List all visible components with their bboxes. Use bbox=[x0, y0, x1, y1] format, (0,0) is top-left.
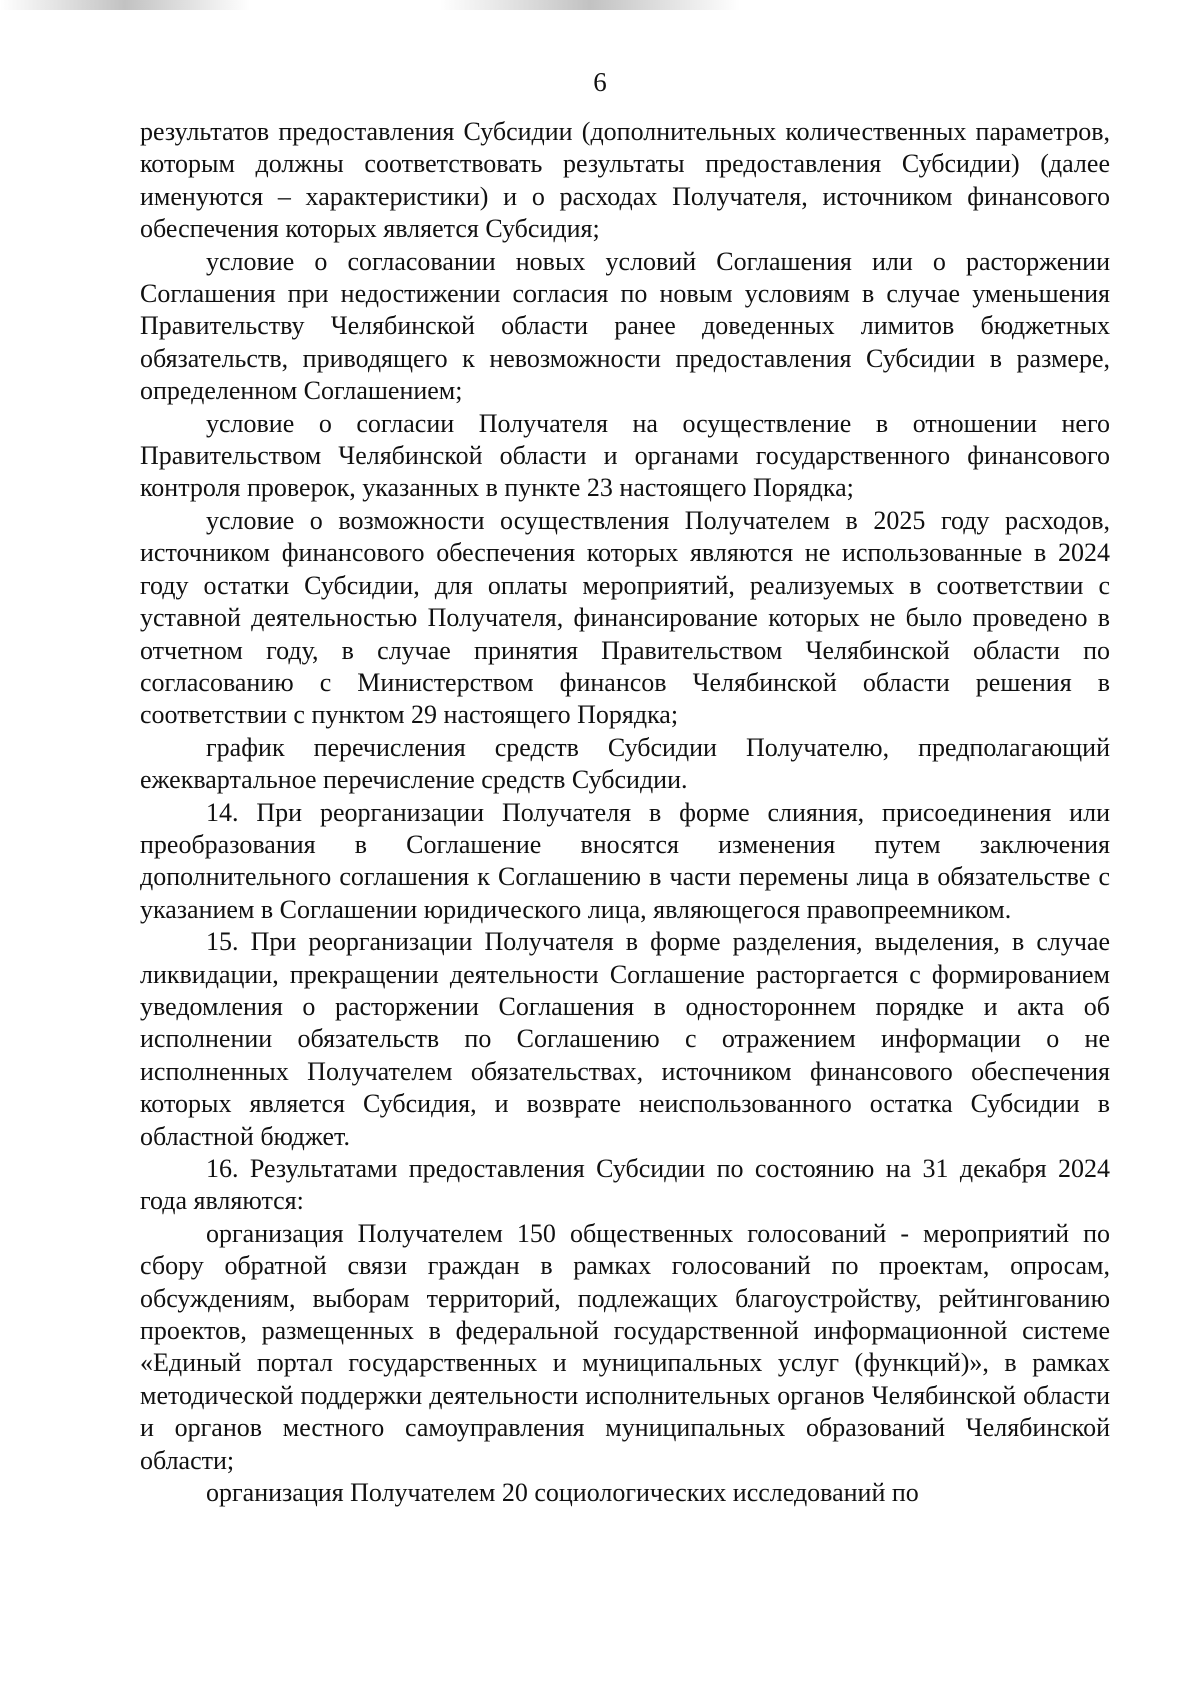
page-number: 6 bbox=[593, 67, 607, 97]
paragraph-clause-15: 15. При реорганизации Получателя в форме разделения, выделения, в случае ликвидации, прекращении деятельности Соглашение расторгается с формированием уведомления о расторжении Соглашения в одностороннем порядке и акта об исполнении обязательств по Соглашению с отражением информации о не исполненных Получателем обязательствах, источником финансового обеспечения которых является Субсидия, и возврате неиспользованного остатка Субсидии в областной бюджет. bbox=[140, 927, 1110, 1151]
paragraph-condition-new-terms: условие о согласовании новых условий Соглашения или о расторжении Соглашения при недостижении согласия по новым условиям в случае уменьшения Правительству Челябинской области ранее доведенных лимитов бюджетных обязательств, приводящего к невозможности предоставления Субсидии в размере, определенном Соглашением; bbox=[140, 246, 1110, 406]
paragraph-sociological-research: организация Получателем 20 социологических исследований по bbox=[206, 1478, 919, 1508]
paragraph-condition-2025-expenses: условие о возможности осуществления Получателем в 2025 году расходов, источником финансового обеспечения которых являются не использованные в 2024 году остатки Субсидии, для оплаты мероприятий, реализуемых в соответствии с уставной деятельностью Получателя, финансирование которых не было проведено в отчетном году, в случае принятия Правительством Челябинской области по согласованию с Министерством финансов Челябинской области решения в соответствии с пунктом 29 настоящего Порядка; bbox=[140, 505, 1110, 730]
scan-edge-right bbox=[440, 0, 740, 10]
paragraph-clause-14: 14. При реорганизации Получателя в форме слияния, присоединения или преобразования в Соглашение вносятся изменения путем заключения дополнительного соглашения к Соглашению в части перемены лица в обязательстве с указанием в Соглашении юридического лица, являющегося правопреемником. bbox=[140, 797, 1110, 924]
scan-edge-left bbox=[0, 0, 250, 10]
document-body bbox=[140, 116, 1110, 1509]
paragraph-clause-16: 16. Результатами предоставления Субсидии по состоянию на 31 декабря 2024 года являются: bbox=[140, 1154, 1110, 1216]
paragraph-condition-consent-inspections: условие о согласии Получателя на осуществление в отношении него Правительством Челябинской области и органами государственного финансового контроля проверок, указанных в пункте 23 настоящего Порядка; bbox=[140, 408, 1110, 503]
paragraph-public-votes: организация Получателем 150 общественных голосований - мероприятий по сбору обратной связи граждан в рамках голосований по проектам, опросам, обсуждениям, выборам территорий, подлежащих благоустройству, рейтингованию проектов, размещенных в федеральной государственной информационной системе «Единый портал государственных и муниципальных услуг (функций)», в рамках методической поддержки деятельности исполнительных органов Челябинской области и органов местного самоуправления муниципальных образований Челябинской области; bbox=[140, 1218, 1110, 1475]
paragraph-payment-schedule: график перечисления средств Субсидии Получателю, предполагающий ежеквартальное перечисление средств Субсидии. bbox=[140, 732, 1110, 795]
paragraph-results-characteristics: результатов предоставления Субсидии (дополнительных количественных параметров, которым должны соответствовать результаты предоставления Субсидии) (далее именуются – характеристики) и о расходах Получателя, источником финансового обеспечения которых является Субсидия; bbox=[140, 117, 1110, 244]
